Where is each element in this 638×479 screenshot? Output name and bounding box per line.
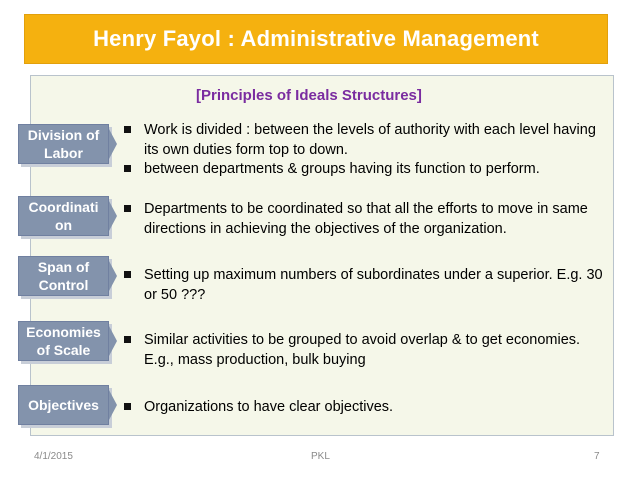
bullet-text: Work is divided : between the levels of authority with each level having its own duties form top to down. <box>144 122 596 158</box>
principle-label-objectives: Objectives <box>18 385 109 425</box>
principle-label-coordination: Coordinati on <box>18 196 109 236</box>
square-bullet-icon <box>124 126 131 133</box>
principle-label-span-of-control: Span of Control <box>18 256 109 296</box>
footer-page-number: 7 <box>594 451 600 462</box>
square-bullet-icon <box>124 403 131 410</box>
square-bullet-icon <box>124 336 131 343</box>
principle-label-economies-of-scale: Economies of Scale <box>18 321 109 361</box>
bullet-item <box>124 160 608 180</box>
bullet-text: Departments to be coordinated so that all the efforts to move in same directions in achieving the objectives of the organization. <box>144 201 588 237</box>
footer-author: PKL <box>311 451 330 462</box>
square-bullet-icon <box>124 205 131 212</box>
principle-label-division-of-labor: Division of Labor <box>18 124 109 164</box>
principle-bullets-division-of-labor <box>124 121 608 180</box>
principle-bullets-objectives <box>124 398 608 418</box>
bullet-item <box>124 398 608 418</box>
bullet-item <box>124 266 608 305</box>
square-bullet-icon <box>124 165 131 172</box>
principle-bullets-span-of-control <box>124 266 608 305</box>
principle-bullets-economies-of-scale <box>124 331 608 370</box>
bullet-item <box>124 121 608 160</box>
bullet-item <box>124 331 608 370</box>
bullet-text: between departments & groups having its function to perform. <box>144 161 540 177</box>
slide-subtitle: [Principles of Ideals Structures] <box>196 87 422 104</box>
title-bar <box>24 14 608 64</box>
slide-title: Henry Fayol : Administrative Management <box>93 26 539 51</box>
principle-bullets-coordination <box>124 200 608 239</box>
bullet-item <box>124 200 608 239</box>
bullet-text: Organizations to have clear objectives. <box>144 399 394 415</box>
square-bullet-icon <box>124 271 131 278</box>
bullet-text: Setting up maximum numbers of subordinates under a superior. E.g. 30 or 50 ??? <box>144 267 603 303</box>
footer-date: 4/1/2015 <box>34 451 73 462</box>
bullet-text: Similar activities to be grouped to avoid overlap & to get economies. E.g., mass production, bulk buying <box>144 332 581 368</box>
